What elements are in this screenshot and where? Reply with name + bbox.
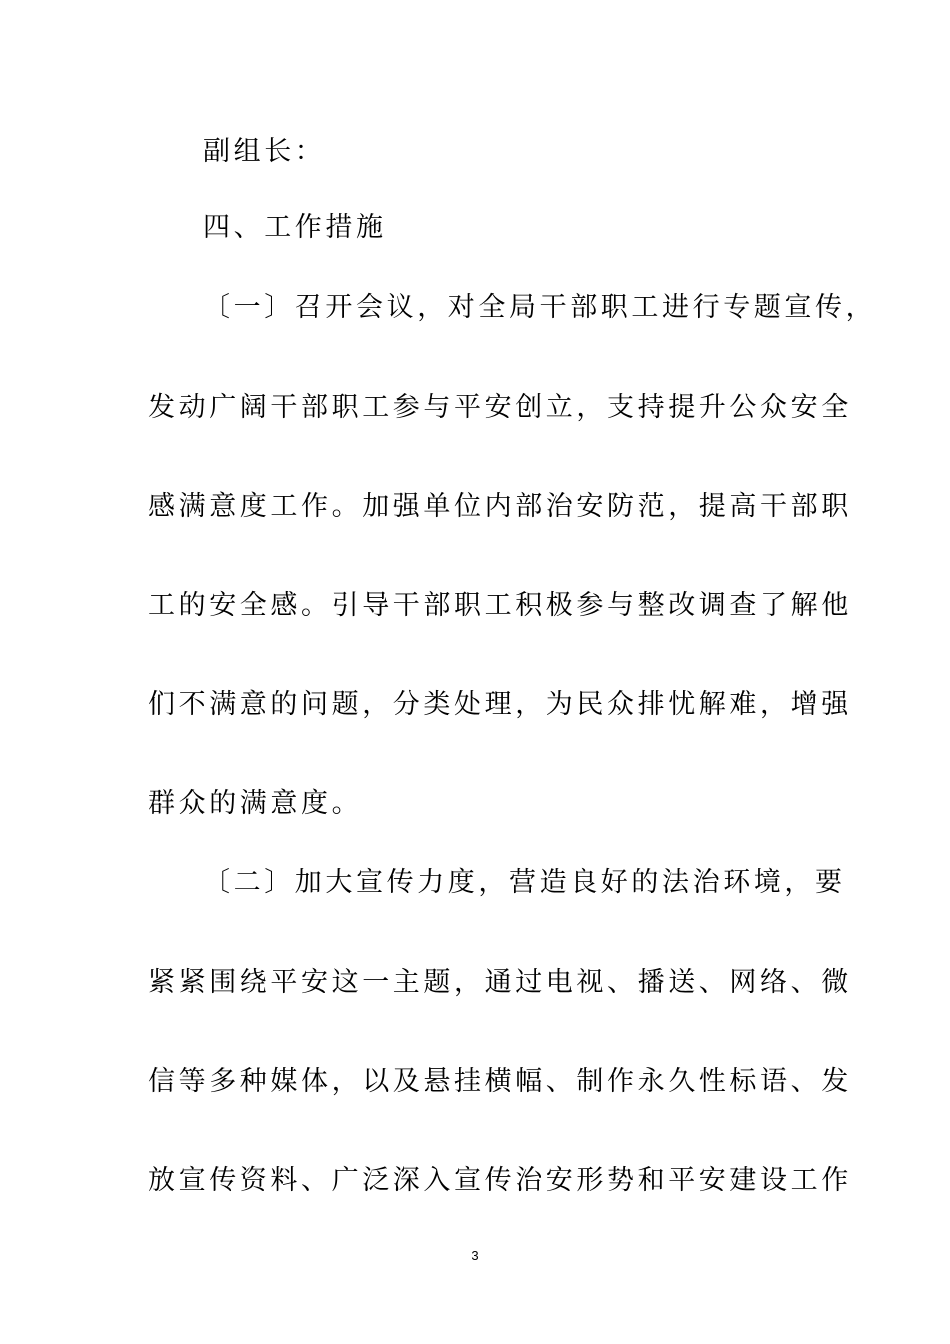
- text-line-vice-leader: 副组长：: [203, 136, 326, 167]
- paragraph-2-line-2: 紧紧围绕平安这一主题，通过电视、播送、网络、微: [148, 967, 852, 998]
- paragraph-1-line-6: 群众的满意度。: [148, 788, 363, 819]
- section-heading-work-measures: 四、工作措施: [203, 212, 387, 243]
- paragraph-1-line-5: 们不满意的问题，分类处理，为民众排忧解难，增强: [148, 689, 852, 720]
- paragraph-1-line-1: 〔一〕召开会议，对全局干部职工进行专题宣传，: [203, 292, 877, 323]
- paragraph-2-line-1: 〔二〕加大宣传力度，营造良好的法治环境，要: [203, 867, 846, 898]
- paragraph-1-line-2: 发动广阔干部职工参与平安创立，支持提升公众安全: [148, 392, 852, 423]
- paragraph-2-line-3: 信等多种媒体，以及悬挂横幅、制作永久性标语、发: [148, 1066, 852, 1097]
- paragraph-1-line-4: 工的安全感。引导干部职工积极参与整改调查了解他: [148, 590, 852, 621]
- paragraph-1-line-3: 感满意度工作。加强单位内部治安防范，提高干部职: [148, 491, 852, 522]
- page-number: 3: [471, 1248, 479, 1263]
- paragraph-2-line-4: 放宣传资料、广泛深入宣传治安形势和平安建设工作: [148, 1165, 852, 1196]
